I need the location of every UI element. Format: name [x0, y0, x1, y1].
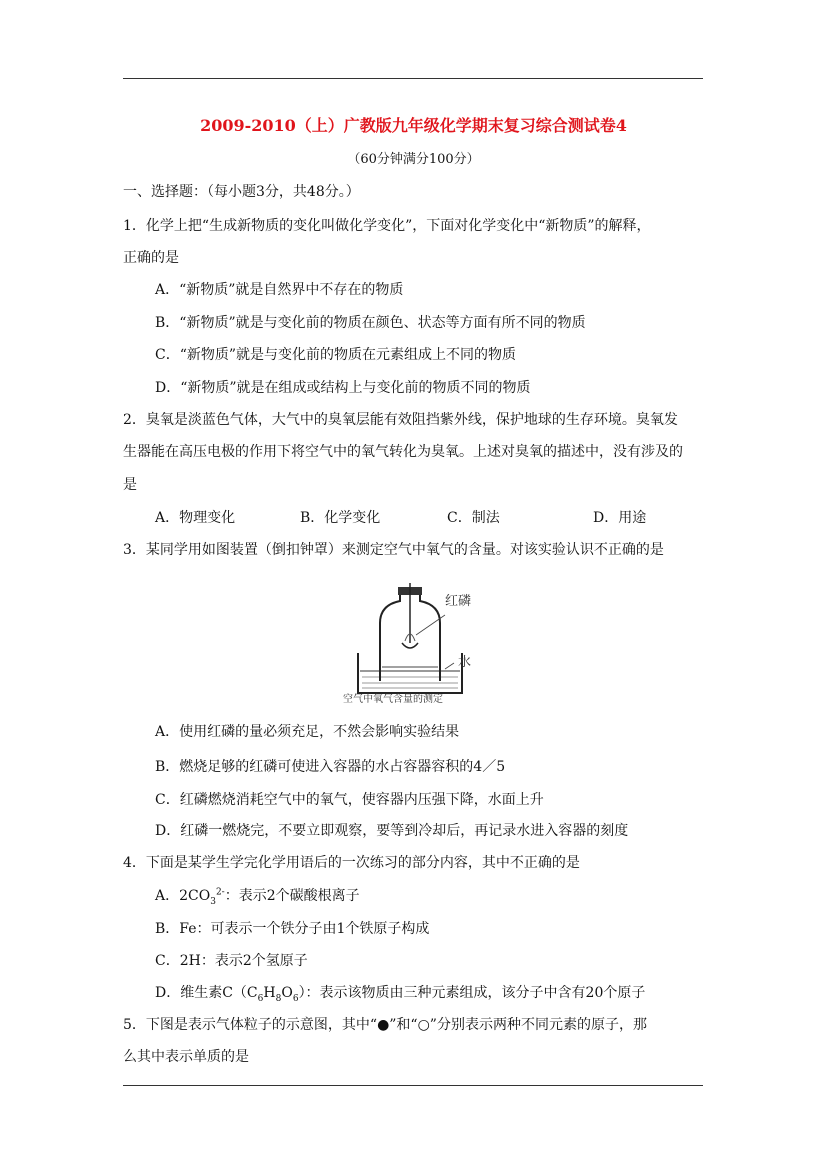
q4-d-rest: ）：表示该物质由三种元素组成，该分子中含有20个原子	[298, 985, 646, 1001]
page-subtitle: （60分钟满分100分）	[347, 152, 480, 167]
q1-option-c: C．“新物质”就是与变化前的物质在元素组成上不同的物质	[155, 347, 517, 363]
q4-d-sub1: 6	[257, 993, 264, 1004]
q1-option-a: A．“新物质”就是自然界中不存在的物质	[155, 282, 404, 298]
q4-option-b: B．Fe：可表示一个铁分子由1个铁原子构成	[155, 921, 430, 937]
q4-d-sub2: 8	[275, 993, 282, 1004]
q1-option-b: B．“新物质”就是与变化前的物质在颜色、状态等方面有所不同的物质	[155, 315, 586, 331]
q3-option-d: D．红磷一燃烧完，不要立即观察，要等到冷却后，再记录水进入容器的刻度	[155, 823, 629, 839]
q2-option-c: C．制法	[447, 510, 500, 526]
figure-label-water: 水	[458, 655, 472, 670]
q3-option-c: C．红磷燃烧消耗空气中的氧气，使容器内压强下降，水面上升	[155, 792, 544, 808]
q1-stem-line2: 正确的是	[123, 250, 179, 266]
q4-option-c: C．2H：表示2个氢原子	[155, 953, 308, 969]
q3-stem: 3．某同学用如图装置（倒扣钟罩）来测定空气中氧气的含量。对该实验认识不正确的是	[123, 542, 664, 558]
q2-option-b: B．化学变化	[300, 510, 381, 526]
q2-option-d: D．用途	[593, 510, 647, 526]
q1-option-d: D．“新物质”就是在组成或结构上与变化前的物质不同的物质	[155, 380, 531, 396]
q1-stem-line1: 1．化学上把“生成新物质的变化叫做化学变化”，下面对化学变化中“新物质”的解释，	[123, 218, 651, 234]
figure-label-phosphorus: 红磷	[445, 594, 472, 609]
q4-d-mid1: H	[263, 985, 276, 1001]
footer-rule	[123, 1085, 703, 1086]
q4-d-sub3: 6	[292, 993, 299, 1004]
q2-stem-line3: 是	[123, 477, 137, 493]
figure-caption: 空气中氧气含量的测定	[343, 694, 443, 705]
q2-stem-line1: 2．臭氧是淡蓝色气体，大气中的臭氧层能有效阻挡紫外线，保护地球的生存环境。臭氧发	[123, 412, 678, 428]
page-title: 2009-2010（上）广教版九年级化学期末复习综合测试卷4	[200, 116, 627, 135]
q4-option-a	[155, 886, 360, 906]
q4-a-subscript: 3	[210, 896, 216, 907]
header-rule	[123, 78, 703, 79]
q4-d-mid2: O	[281, 985, 293, 1001]
q5-stem-line2: 么其中表示单质的是	[123, 1049, 249, 1065]
q2-stem-line2: 生器能在高压电极的作用下将空气中的氧气转化为臭氧。上述对臭氧的描述中，没有涉及的	[123, 444, 683, 460]
q4-option-d	[155, 983, 645, 1003]
q4-a-rest: ：表示2个碳酸根离子	[224, 888, 360, 904]
q2-option-a: A．物理变化	[155, 510, 236, 526]
q4-stem: 4．下面是某学生学完化学用语后的一次练习的部分内容，其中不正确的是	[123, 855, 580, 871]
section-heading: 一、选择题：（每小题3分，共48分。）	[123, 184, 360, 200]
q5-stem-line1: 5．下图是表示气体粒子的示意图，其中“●”和“○”分别表示两种不同元素的原子，那	[123, 1017, 647, 1033]
q3-option-b: B．燃烧足够的红磷可使进入容器的水占容器容积的4／5	[155, 759, 506, 775]
q4-a-superscript: 2-	[215, 887, 225, 898]
q4-a-prefix: A．2CO	[155, 888, 211, 904]
q3-option-a: A．使用红磷的量必须充足，不然会影响实验结果	[155, 724, 460, 740]
q4-d-prefix: D．维生素C（C	[155, 985, 258, 1001]
